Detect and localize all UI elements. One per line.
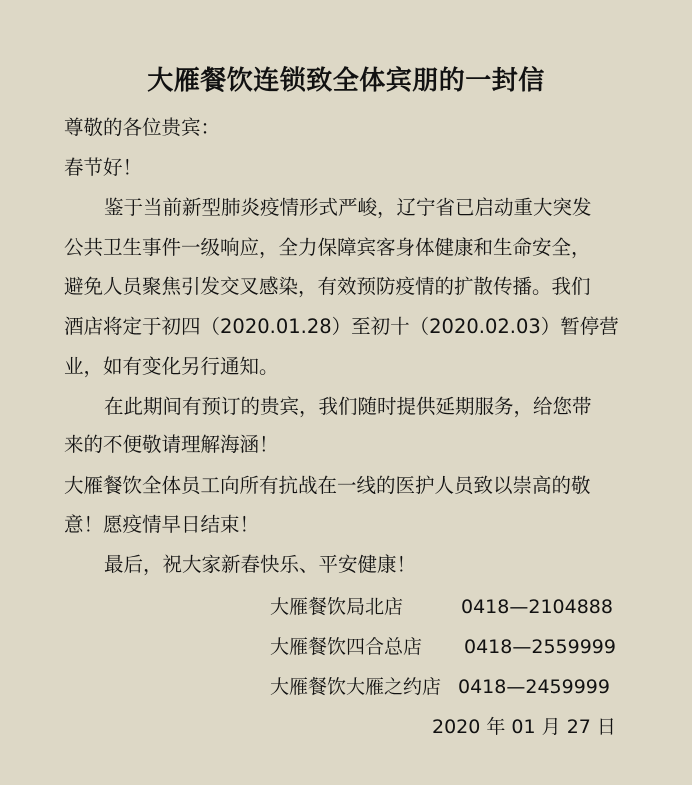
letter-date: 2020 年 01 月 27 日 bbox=[432, 716, 616, 738]
store-phone: 0418—2104888 bbox=[461, 596, 613, 618]
store-name: 大雁餐饮局北店 bbox=[270, 596, 404, 618]
store-phone: 0418—2459999 bbox=[458, 676, 610, 698]
paragraph-line: 公共卫生事件一级响应，全力保障宾客身体健康和生命安全， bbox=[64, 236, 591, 259]
store-name: 大雁餐饮四合总店 bbox=[270, 636, 423, 658]
letter-title: 大雁餐饮连锁致全体宾朋的一封信 bbox=[147, 66, 545, 96]
paragraph-line: 业，如有变化另行通知。 bbox=[64, 355, 279, 378]
paragraph-line: 酒店将定于初四（2020.01.28）至初十（2020.02.03）暂停营 bbox=[64, 315, 619, 338]
closing-wish: 最后，祝大家新春快乐、平安健康！ bbox=[104, 553, 417, 576]
paragraph-line: 来的不便敬请理解海涵！ bbox=[64, 433, 279, 456]
store-phone: 0418—2559999 bbox=[464, 636, 616, 658]
salutation: 尊敬的各位贵宾： bbox=[64, 116, 221, 139]
paragraph-line: 大雁餐饮全体员工向所有抗战在一线的医护人员致以崇高的敬 bbox=[64, 474, 591, 497]
greeting: 春节好！ bbox=[64, 156, 143, 179]
paragraph-line: 鉴于当前新型肺炎疫情形式严峻，辽宁省已启动重大突发 bbox=[104, 196, 592, 219]
store-name: 大雁餐饮大雁之约店 bbox=[270, 676, 442, 698]
paragraph-line: 在此期间有预订的贵宾，我们随时提供延期服务，给您带 bbox=[104, 395, 592, 418]
paragraph-line: 意！愿疫情早日结束！ bbox=[64, 513, 260, 536]
paragraph-line: 避免人员聚焦引发交叉感染，有效预防疫情的扩散传播。我们 bbox=[64, 275, 591, 298]
